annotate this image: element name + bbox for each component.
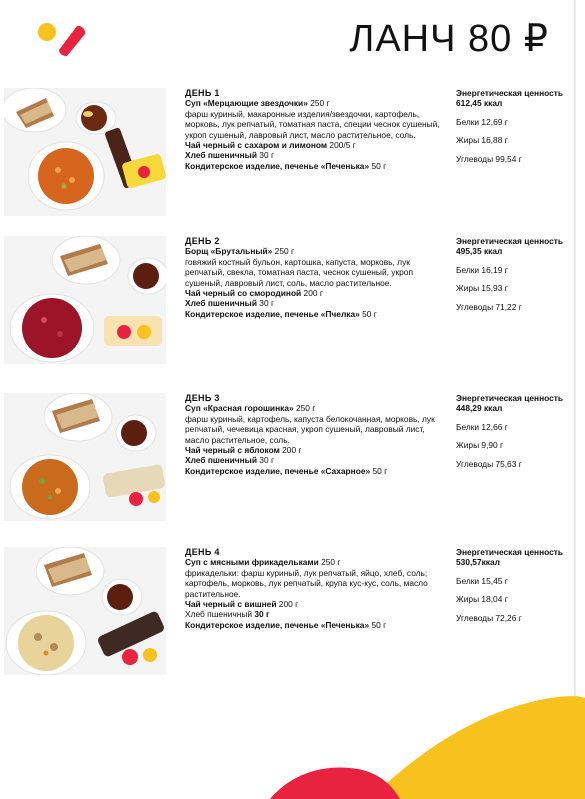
bread-name: Хлеб пшеничный [185,455,257,466]
soup-weight: 250 г [272,246,295,257]
day-details [185,547,443,630]
fats-value: Жиры 9,90 г [456,440,504,451]
meal-photo [4,547,166,675]
day-section-2 [4,236,574,366]
bread-weight: 30 г [256,150,274,161]
carbs-value: Углеводы 71,22 г [456,301,522,312]
bread-name: Хлеб пшеничный [185,298,257,309]
dessert-weight: 50 г [369,619,387,630]
meal-photo [4,236,166,364]
soup-weight: 250 г [293,403,316,414]
tea-name: Чай черный с сахаром и лимоном [185,140,328,151]
dessert-name: Кондитерское изделие, печенье «Сахарное» [185,465,371,476]
nutrition-block [456,547,566,623]
dessert-weight: 50 г [369,160,387,171]
soup-line [185,246,443,256]
soup-name: Суп «Красная горошинка» [185,403,294,414]
proteins-value: Белки 15,45 г [456,575,508,586]
page-edge-line [574,0,576,799]
dessert-name: Кондитерское изделие, печенье «Печенька» [185,160,370,171]
day-details [185,88,443,171]
decorative-corner-shapes [250,690,585,799]
bread-line [185,150,443,160]
tea-line [185,288,443,298]
soup-ingredients: фарш куриный, картофель, капуста белокочанная, морковь, лук репчатый, чечевица красная, укроп сушеный, лавровый лист, масло растительное, соль. [185,413,435,445]
day-details [185,236,443,319]
meal-photo [4,393,166,521]
bread-name: Хлеб пшеничный [185,609,253,620]
day-section-1 [4,88,574,218]
proteins-value: Белки 12,69 г [456,116,508,127]
bread-weight: 30 г [256,455,274,466]
soup-name: Суп «Мерцающие звездочки» [185,98,308,109]
day-title: ДЕНЬ 4 [185,547,220,557]
bread-weight: 30 г [256,298,274,309]
brand-logo [37,20,87,58]
tea-weight: 200 г [279,445,302,456]
dessert-name: Кондитерское изделие, печенье «Пчелка» [185,308,360,319]
dessert-line [185,466,443,476]
bread-line [185,455,443,465]
bread-name: Хлеб пшеничный [185,150,257,161]
carbs-value: Углеводы 99,54 г [456,153,522,164]
meal-photo [4,88,166,216]
tea-weight: 200 г [301,288,323,299]
nutrition-block [456,393,566,469]
fats-value: Жиры 15,93 г [456,283,508,294]
soup-ingredients: фарш куриный, макаронные изделия/звездочки, картофель, морковь, лук репчатый, томатная паста, специи чеснок сушеный, укроп сушеный, лавровый лист, масло растительное, соль. [185,108,440,140]
fats-value: Жиры 18,04 г [456,594,508,605]
dessert-line [185,620,443,630]
dessert-weight: 50 г [359,308,377,319]
tea-line [185,445,443,455]
soup-weight: 250 г [318,557,341,568]
day-title: ДЕНЬ 2 [185,236,220,246]
bread-line [185,609,443,619]
proteins-value: Белки 12,66 г [456,421,508,432]
soup-ingredients: фрикадельки: фарш куриный, лук репчатый, яйцо, хлеб, соль; картофель, морковь, лук репчатый, крупа кус-кус, соль, масло растительное. [185,567,428,599]
nutrition-block [456,236,566,312]
carbs-value: Углеводы 72,26 г [456,612,522,623]
fats-value: Жиры 16,88 г [456,135,508,146]
energy-value: Энергетическая ценность 448,29 ккал [456,393,564,414]
page-title: ЛАНЧ 80 ₽ [349,18,549,60]
proteins-value: Белки 16,19 г [456,264,508,275]
tea-weight: 200/5 г [327,140,356,151]
tea-line [185,140,443,150]
tea-line [185,599,443,609]
day-title: ДЕНЬ 3 [185,393,220,403]
soup-name: Борщ «Брутальный» [185,246,273,257]
energy-value: Энергетическая ценность 612,45 ккал [456,88,564,109]
day-details [185,393,443,476]
soup-line [185,557,443,567]
energy-value: Энергетическая ценность 495,35 ккал [456,236,564,257]
dessert-line [185,309,443,319]
bread-weight: 30 г [252,609,270,620]
soup-line [185,403,443,413]
soup-weight: 250 г [307,98,330,109]
soup-ingredients: говяжий костный бульон, картошка, капуста, морковь, лук репчатый, свекла, томатная паста, чеснок сушеный, укроп сушеный, лавровый лист, соль, масло растительное. [185,256,413,288]
tea-name: Чай черный с вишней [185,599,277,610]
bread-line [185,298,443,308]
energy-value: Энергетическая ценность 530,57ккал [456,547,564,568]
soup-name: Суп с мясными фрикадельками [185,557,319,568]
tea-weight: 200 г [276,599,299,610]
day-section-3 [4,393,574,523]
carbs-value: Углеводы 75,63 г [456,458,522,469]
soup-line [185,98,443,108]
day-section-4 [4,547,574,677]
dessert-name: Кондитерское изделие, печенье «Печенька» [185,619,370,630]
dessert-weight: 50 г [370,465,388,476]
dessert-line [185,161,443,171]
day-title: ДЕНЬ 1 [185,88,220,98]
tea-name: Чай черный с яблоком [185,445,280,456]
tea-name: Чай черный со смородиной [185,288,302,299]
nutrition-block [456,88,566,164]
